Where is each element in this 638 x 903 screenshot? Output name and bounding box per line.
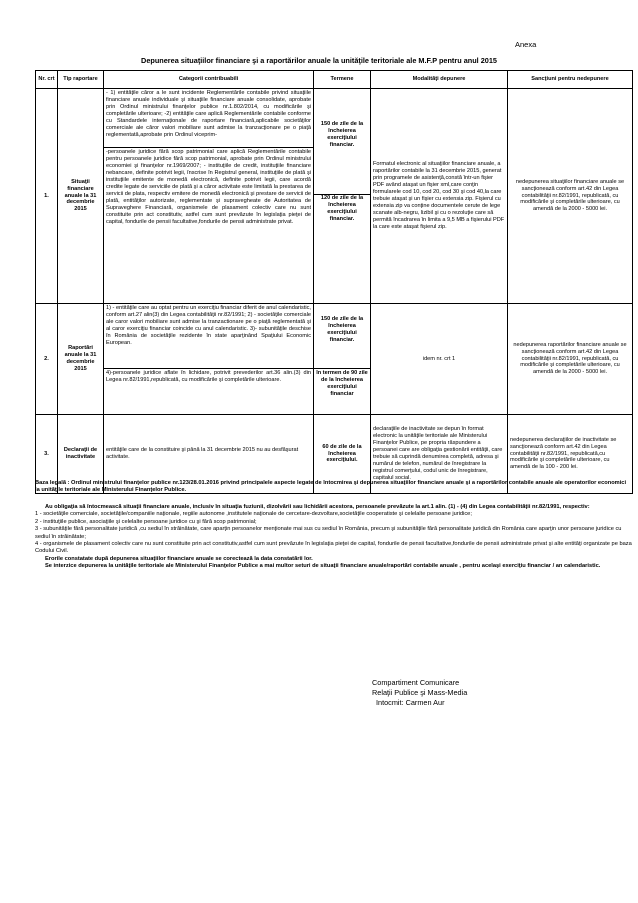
row-2-categorii-b: 4)-persoanele juridice aflate în lichidare, potrivit prevederilor art.36 alin.(3) din Legea nr.82/1991,republicată, cu modificările şi completările ulterioare.: [106, 370, 311, 383]
row-2-sanctiuni: nedepunerea raportărilor financiare anuale se sancţionează conform art.42 din Legea contabilităţii nr.82/1991, republicată, cu modificările şi completările ulterioare, cu amendă de la 2000 - 5000 lei.: [508, 304, 633, 415]
obligation-intro: Au obligaţia să întocmească situaţii financiare anuale, inclusiv în situaţia fuziunii, dizolvării sau lichidării acestora, persoanele prevăzute la art.1 alin. (1) - (4) din Legea contabilităţii nr.82/1991, respectiv:: [45, 504, 590, 510]
header-termene: Termene: [314, 71, 371, 89]
header-modalitati: Modalităţi depunere: [371, 71, 508, 89]
row-2-categorii-a: 1) - entităţile care au optat pentru un exerciţiu financiar diferit de anul calendaristic, conform art.27 alin(3) din Legea contabilităţii nr.82/1991; 2) - societăţile comerciale ale caror valori mobiliare sunt admise la tranzactionare pe o piaţă reglementată şi al caror exerciţiu financiar coincide cu anul calendaristic. 3)- subunităţile deschise în România de societăţile rezidente în state aparţinând Spaţiului Economic European.: [106, 305, 311, 346]
table-row: [36, 89, 633, 304]
signature-block: [372, 678, 467, 709]
signature-department: Compartiment Comunicare: [372, 678, 460, 687]
obligation-item-2: 2 - instituţiile publice, asociaţiile şi celelalte persoane juridice cu şi fără scop patrimonial;: [35, 518, 257, 525]
row-3-sanctiuni: nedepunerea declaraţiilor de inactivitate se sancţionează conform art.42 din Legea contabilităţii nr.82/1991, republicată,cu modificările şi completările ulterioare, cu amendă de la 100 - 200 lei.: [508, 415, 633, 494]
row-1-categorii-a: - 1) entităţile căror a le sunt incidente Reglementările contabile privind situaţiile financiare anuale individuale şi situaţiile financiare anuale consolidate, aprobate prin Ordinul ministrului finanţelor publice nr.1.802/2014, cu modificările şi completările ulterioare; -2) entităţile care aplică Reglementările contabile conforme cu Standardele internaţionale de raportare financiară,aplicabile societăţilor comerciale ale căror valori mobiliare sunt admise la tranzacţionare pe o piaţă reglementată,aprobate prin Ordinul viceprim-: [106, 90, 311, 138]
prohibition-note: Se interzice depunerea la unităţile teritoriale ale Ministerului Finanţelor Publice a mai multor seturi de situaţii financiare anuale/raportări contabile anuale , pentru acelaşi exerciţiu financiar / an calendaristic.: [45, 563, 601, 570]
row-3-tip: Declaraţii de inactivitate: [58, 415, 104, 494]
header-tip: Tip raportare: [58, 71, 104, 89]
obligation-item-4: 4 - organismele de plasament colectiv care nu sunt constituite prin act constitutiv,astfel cum sunt prevăzute în legislaţia pieţei de capital, fondurile de pensii facultative,fondurile de pensii administrate privat şi alte entităţi organizate pe baza Codului Civil.: [35, 541, 632, 555]
row-3-modalitati: declaraţiile de inactivitate se depun în format electronic la unităţile teritoriale ale Ministerului Finanţelor Publice, pe propria răspundere a persoanei care are obligaţia gestionării entităţii, care trebuie să cuprindă denumirea completă, adresa şi numărul de telefon, numărul de înregistrare la registrul comerţului, codul unic de înregistrare, capitalul social.: [371, 415, 508, 494]
row-3-nr: 3.: [36, 415, 58, 494]
row-2-termene: [314, 304, 371, 415]
table-header-row: [36, 71, 633, 89]
row-1-termen-a: 150 de zile de la încheierea exerciţiului financiar.: [320, 121, 364, 148]
signature-author: Intocmit: Carmen Aur: [376, 698, 445, 708]
row-2-categorii: [104, 304, 314, 415]
row-1-categorii-b: -persoanele juridice fără scop patrimonial care aplică Reglementările contabile pentru persoanele juridice fără scop patrimonial, aprobate prin Ordinul ministrului economiei şi finanţelor nr.1969/2007; - instituţiile de credit, instituţiile financiare nebancare, definite potrivit legii, înscrise în Registrul general, instituţiile de plată şi instituţiile emitente de monedă electronică, definite potrivit legii, care acordă credite legate de serviciile de plată şi a căror activitate este limitată la prestarea de servicii de plata, respectiv emitere de monedă electronică şi prestare de servicii de plată, entităţilor autorizate, reglementate şi supravegheate de Autoritatea de Supraveghere Financiară, organismele de plasament colectiv care nu sunt constituite prin act constitutiv, astfel cum sunt prevăzute în legislaţia pieţei de capital, fondurile de pensii facultative,fondurile de pensii administrate privat.: [106, 149, 311, 225]
row-2-termen-a: 150 de zile de la încheierea exerciţiului financiar.: [320, 316, 364, 343]
annex-label: Anexa: [515, 40, 537, 49]
row-1-categorii: [104, 89, 314, 304]
row-1-sanctiuni: nedepunerea situaţiilor financiare anuale se sancţionează conform art.42 din Legea contabilităţii nr.82/1991, republicată, cu modificările şi completările ulterioare, cu amendă de la 2000 - 5000 lei.: [508, 89, 633, 304]
row-2-modalitati: idem nr. crt 1: [371, 304, 508, 415]
row-1-tip: Situaţii financiare anuale la 31 decembrie 2015: [58, 89, 104, 304]
row-3-termene: 60 de zile de la încheierea exerciţiului.: [314, 415, 371, 494]
obligation-item-3: 3 - subunităţile fără personalitate juridică ,cu sediul în străinătate, care aparţin persoanelor menţionate mai sus cu sediul în România, precum şi subunităţile fără personalitate juridică din România care aparţin unor persoane juridice cu sediul în străinătate;: [35, 526, 622, 540]
row-3-categorii: entităţile care de la constituire şi până la 31 decembrie 2015 nu au desfăşurat activitate.: [104, 415, 314, 494]
row-1-termene: [314, 89, 371, 304]
legal-basis: Baza legală : Ordinul ministrului finanţelor publice nr.123/28.01.2016 privind principalele aspecte legate de întocmirea şi depunerea situaţiilor financiare anuale şi a raportărilor contabile anuale ale operatorilor economici la unităţile teritoriale ale Ministerului Finanţelor Publice.: [35, 480, 627, 494]
row-1-nr: 1.: [36, 89, 58, 304]
row-2-tip: Raportări anuale la 31 decembrie 2015: [58, 304, 104, 415]
deadlines-table: [35, 70, 633, 494]
row-2-termen-b: în termen de 90 zile de la încheierea exerciţiului financiar: [314, 368, 370, 399]
row-1-modalitati: Formatul electronic al situaţiilor financiare anuale, a raportărilor contabile la 31 decembrie 2015, generat prin programele de asistenţă,constă într-un fişier PDF având ataşat un fişier xml,care conţin formularele cod 10, cod 20, cod 30 şi cod 40,la care trebuie ataşat şi un fişier cu extensia zip. Fişierul cu extensia zip va conţine documentele cerute de lege scanate alb-negru, lizibil şi cu o rezoluţie care să permită încadrarea în limita a 9,5 MB a fişierului PDF la care este ataşat fişierul zip.: [371, 89, 508, 304]
header-sanctiuni: Sancţiuni pentru nedepunere: [508, 71, 633, 89]
signature-unit: Relaţii Publice şi Mass-Media: [372, 688, 468, 698]
obligations-text: [35, 504, 632, 571]
header-nr: Nr. crt: [36, 71, 58, 89]
row-1-termen-b: 120 de zile de la încheierea exerciţiului financiar.: [314, 194, 370, 224]
errors-note: Erorile constatate după depunerea situaţiilor financiare anuale se corectează la data constatării lor.: [45, 555, 313, 562]
row-2-nr: 2.: [36, 304, 58, 415]
table-row: [36, 304, 633, 415]
obligation-item-1: 1 - societăţile comerciale, societăţile/companiile naţionale, regiile autonome ,institutele naţionale de cercetare-dezvoltare,societăţile cooperatiste şi celelalte persoane juridice;: [35, 511, 472, 518]
header-categorii: Categorii contribuabili: [104, 71, 314, 89]
page-title: Depunerea situaţiilor financiare şi a raportărilor anuale la unităţile teritoriale ale M.F.P pentru anul 2015: [141, 56, 497, 65]
